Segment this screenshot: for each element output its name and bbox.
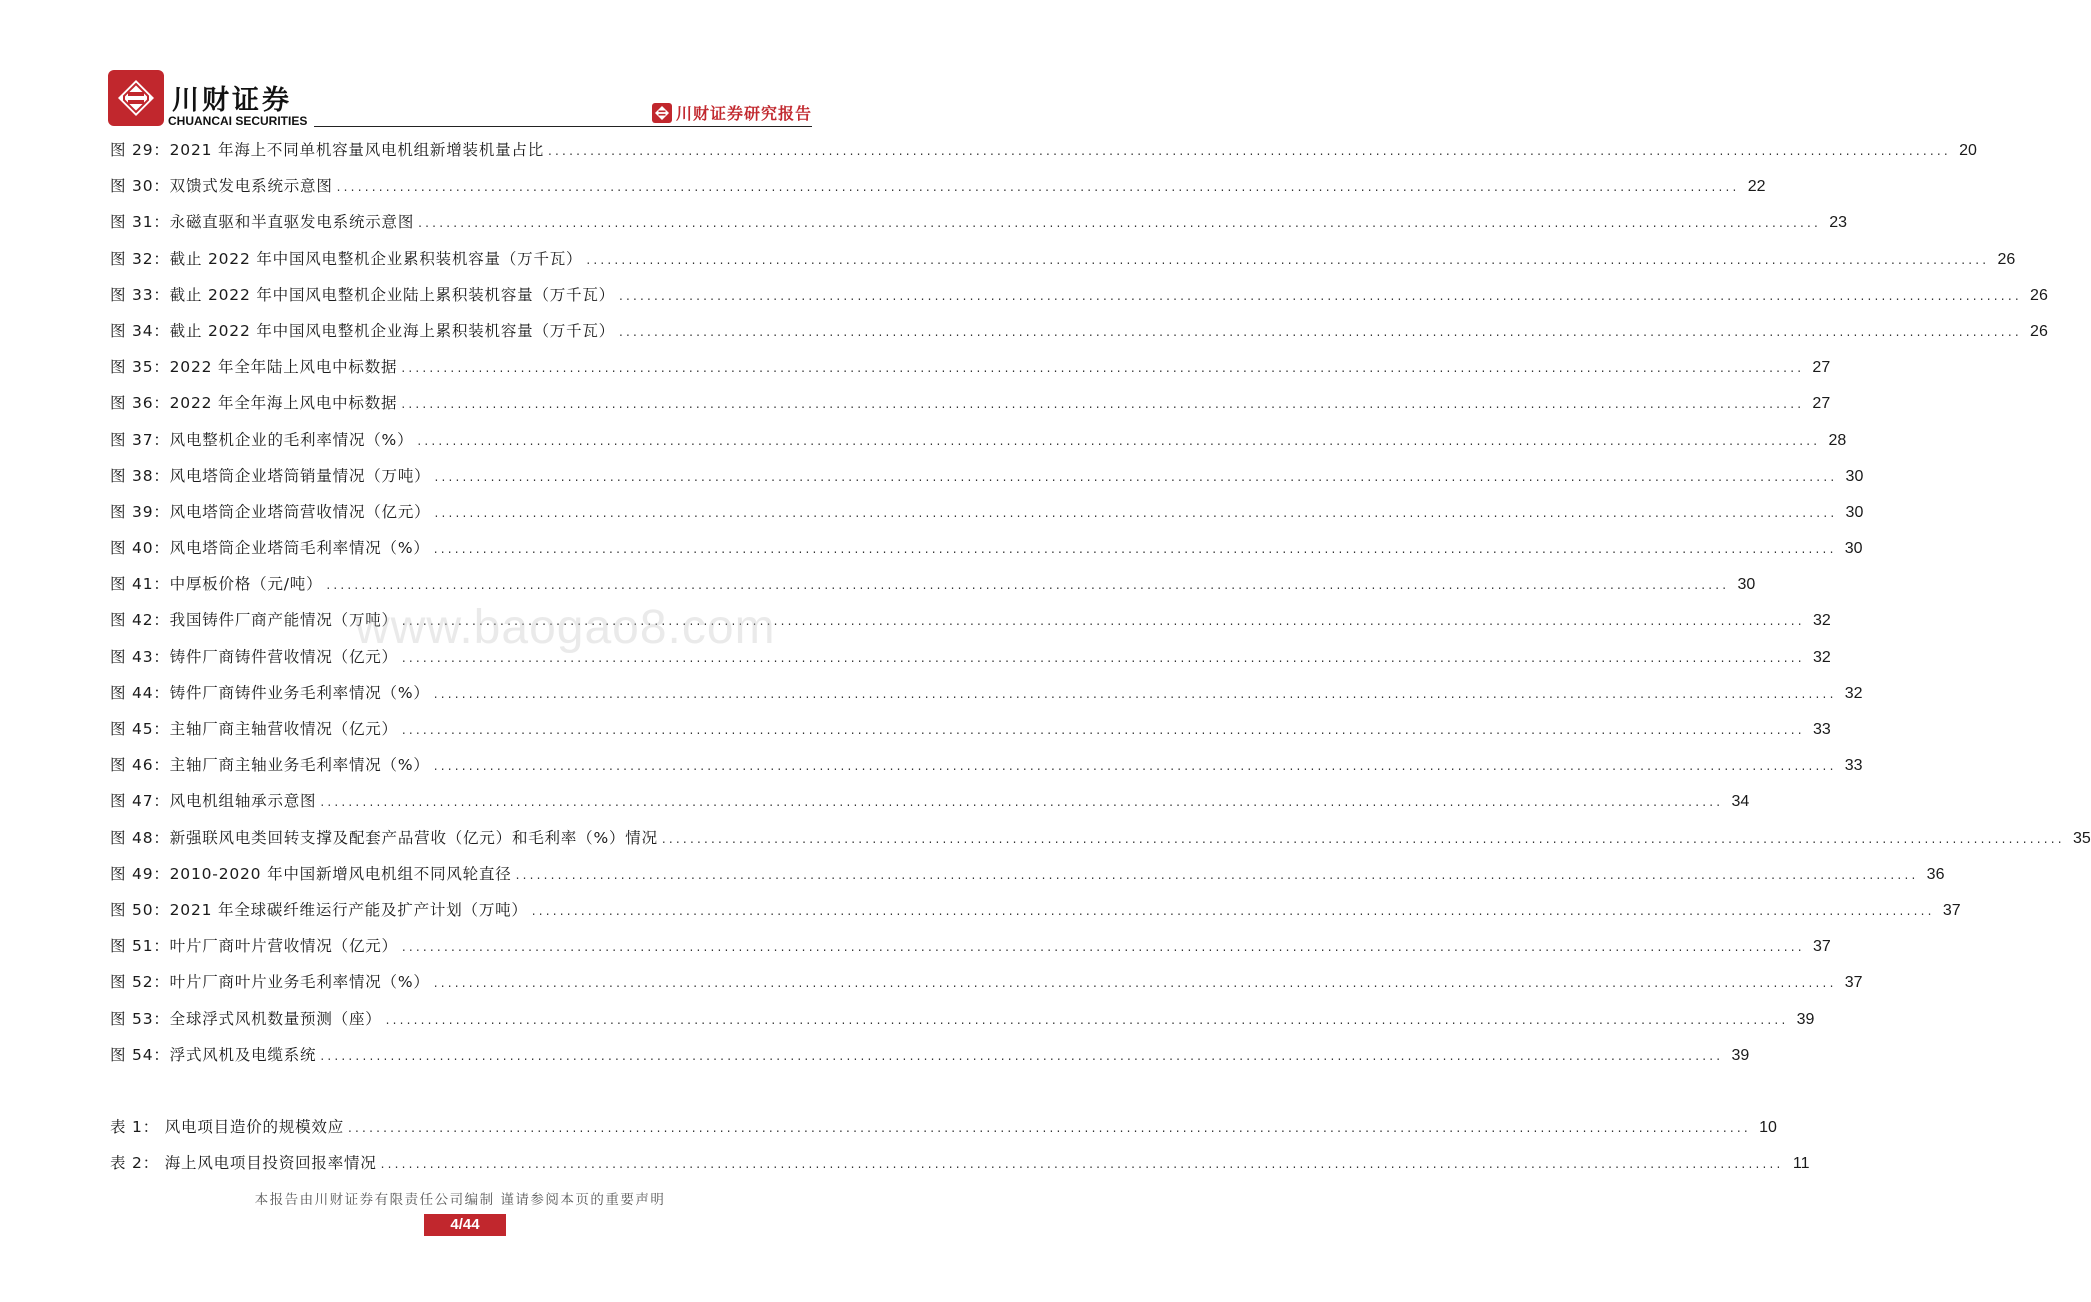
toc-entry-page: 39 [1731,1046,1750,1064]
toc-entry-label: 图 36：2022 年全年海上风电中标数据 [110,394,398,413]
toc-entry[interactable] [110,787,1750,823]
toc-entry-label: 表 2： 海上风电项目投资回报率情况 [110,1154,377,1173]
toc-leader-dots: ........................................................................................................................................................................................................ [548,144,1951,158]
toc-entry-label: 图 37：风电整机企业的毛利率情况（%） [110,430,414,449]
toc-leader-dots: ........................................................................................................................................................................................................ [417,433,1821,448]
toc-entry-label: 图 53：全球浮式风机数量预测（座） [110,1009,382,1028]
toc-leader-dots: ........................................................................................................................................................................................................ [433,542,1837,557]
page-header [0,0,920,130]
toc-entry-label: 图 46：主轴厂商主轴业务毛利率情况（%） [110,756,430,775]
toc-entry-page: 27 [1812,395,1831,413]
toc-leader-dots: ........................................................................................................................................................................................................ [433,686,1837,701]
toc-entry[interactable] [110,136,1977,172]
toc-entry-label: 图 29：2021 年海上不同单机容量风电机组新增装机量占比 [110,141,545,159]
toc-entry[interactable] [110,1149,1810,1185]
toc-entry[interactable] [110,534,1863,570]
toc-entry-label: 图 33：截止 2022 年中国风电整机企业陆上累积装机容量（万千瓦） [110,285,615,304]
toc-entry-label: 图 47：风电机组轴承示意图 [110,792,317,811]
brand-mini-logo-icon [652,103,672,123]
toc-entry-page: 30 [1844,540,1863,558]
toc-entry[interactable] [110,643,1831,679]
toc-entry-page: 20 [1959,142,1977,159]
chuancai-logo-icon [108,70,164,126]
toc-entry[interactable] [110,317,2048,353]
toc-leader-dots: ........................................................................................................................................................................................................ [326,578,1730,593]
toc-entry[interactable] [110,353,1831,389]
toc-leader-dots: ........................................................................................................................................................................................................ [661,831,2065,846]
toc-entry-label: 图 42：我国铸件厂商产能情况（万吨） [110,611,398,630]
toc-leader-dots: ........................................................................................................................................................................................................ [515,867,1919,882]
toc-leader-dots: ........................................................................................................................................................................................................ [434,505,1838,520]
toc-entry-label: 图 51：叶片厂商叶片营收情况（亿元） [110,937,398,956]
toc-entry[interactable] [110,715,1831,751]
toc-leader-dots: ........................................................................................................................................................................................................ [348,1120,1751,1135]
toc-leader-dots: ........................................................................................................................................................................................................ [434,469,1838,484]
toc-entry-label: 图 49：2010-2020 年中国新增风电机组不同风轮直径 [110,864,512,883]
toc-entry[interactable] [110,932,1831,968]
toc-entry-label: 图 41：中厚板价格（元/吨） [110,575,323,594]
toc-entry-label: 图 43：铸件厂商铸件营收情况（亿元） [110,647,398,666]
toc-entry-page: 22 [1747,178,1766,196]
toc-entry-page: 10 [1759,1118,1777,1136]
toc-leader-dots: ........................................................................................................................................................................................................ [401,650,1805,665]
toc-entry[interactable] [110,1041,1750,1077]
toc-entry-page: 26 [2030,322,2048,340]
toc-entry-page: 33 [1844,757,1863,775]
toc-entry[interactable] [110,389,1831,425]
toc-leader-dots: ........................................................................................................................................................................................................ [320,1048,1724,1063]
toc-leader-dots: ........................................................................................................................................................................................................ [401,361,1805,376]
toc-leader-dots: ........................................................................................................................................................................................................ [336,180,1740,195]
toc-entry-page: 23 [1829,214,1848,232]
toc-entry-page: 28 [1828,431,1847,449]
toc-leader-dots: ........................................................................................................................................................................................................ [586,252,1990,267]
watermark: www.baogao8.com [355,601,776,654]
toc-entry-label: 表 1： 风电项目造价的规模效应 [110,1117,345,1136]
toc-leader-dots: ........................................................................................................................................................................................................ [385,1012,1789,1027]
toc-entry-page: 30 [1737,576,1756,594]
toc-entry-page: 30 [1845,467,1864,485]
report-brand [652,101,812,124]
toc-leader-dots: ........................................................................................................................................................................................................ [401,723,1805,737]
toc-list [110,136,2091,1185]
toc-entry-page: 26 [1997,250,2016,268]
report-brand-label: 川财证券研究报告 [675,104,812,123]
toc-leader-dots: ........................................................................................................................................................................................................ [380,1157,1784,1172]
toc-entry-label: 图 38：风电塔筒企业塔筒销量情况（万吨） [110,466,431,485]
toc-entry-page: 33 [1812,721,1831,738]
page-number-badge: 4/44 [424,1214,506,1236]
toc-leader-dots: ........................................................................................................................................................................................................ [531,903,1935,918]
logo-text-cn: 川财证券 [172,85,292,116]
toc-entry-page: 26 [2030,286,2048,304]
toc-entry-page: 32 [1844,684,1863,702]
toc-entry[interactable] [110,570,1756,606]
toc-entry[interactable] [110,896,1961,932]
toc-entry-label: 图 45：主轴厂商主轴营收情况（亿元） [110,720,398,738]
toc-entry-label: 图 34：截止 2022 年中国风电整机企业海上累积装机容量（万千瓦） [110,321,615,340]
toc-entry[interactable] [110,1113,1777,1149]
toc-entry-page: 11 [1792,1155,1810,1173]
toc-entry[interactable] [110,208,1848,244]
logo-text-en: CHUANCAI SECURITIES [168,114,308,128]
toc-entry-label: 图 30：双馈式发电系统示意图 [110,177,333,196]
toc-entry[interactable] [110,172,1766,208]
toc-entry[interactable] [110,679,1863,715]
toc-entry-page: 32 [1812,648,1831,666]
toc-entry-label: 图 35：2022 年全年陆上风电中标数据 [110,358,398,377]
toc-entry-page: 36 [1926,865,1945,883]
section-gap [110,1077,812,1113]
toc-leader-dots: ........................................................................................................................................................................................................ [433,759,1837,774]
toc-leader-dots: ........................................................................................................................................................................................................ [401,940,1805,955]
toc-entry-label: 图 39：风电塔筒企业塔筒营收情况（亿元） [110,502,431,521]
toc-entry-page: 37 [1812,938,1831,956]
toc-entry-page: 37 [1942,901,1961,919]
toc-entry-page: 37 [1844,974,1863,992]
toc-entry-label: 图 31：永磁直驱和半直驱发电系统示意图 [110,213,415,232]
toc-entry[interactable] [110,751,1863,787]
toc-entry[interactable] [110,281,2048,317]
toc-entry[interactable] [110,245,2016,281]
toc-entry-label: 图 50：2021 年全球碳纤维运行产能及扩产计划（万吨） [110,900,528,919]
footer-disclaimer: 本报告由川财证券有限责任公司编制 谨请参阅本页的重要声明 [254,1192,666,1208]
toc-leader-dots: ........................................................................................................................................................................................................ [320,795,1724,810]
toc-entry[interactable] [110,860,1945,896]
toc-entry-label: 图 52：叶片厂商叶片业务毛利率情况（%） [110,973,430,992]
toc-entry[interactable] [110,1005,1815,1041]
toc-entry-page: 32 [1812,612,1831,630]
toc-leader-dots: ........................................................................................................................................................................................................ [401,614,1805,629]
toc-leader-dots: ........................................................................................................................................................................................................ [418,216,1822,231]
toc-leader-dots: ........................................................................................................................................................................................................ [401,397,1805,412]
toc-entry[interactable] [110,968,1863,1004]
toc-entry-page: 34 [1731,793,1750,811]
toc-entry-label: 图 54：浮式风机及电缆系统 [110,1045,317,1064]
toc-leader-dots: ........................................................................................................................................................................................................ [618,324,2022,339]
toc-entry-page: 35 [2072,829,2091,847]
toc-entry[interactable] [110,462,1864,498]
toc-entry-label: 图 44：铸件厂商铸件业务毛利率情况（%） [110,683,430,702]
toc-entry-page: 39 [1796,1010,1815,1028]
toc-entry-page: 27 [1812,359,1831,377]
toc-entry-label: 图 48：新强联风电类回转支撑及配套产品营收（亿元）和毛利率（%）情况 [110,828,658,847]
toc-entry[interactable] [110,606,1831,642]
toc-entry-label: 图 40：风电塔筒企业塔筒毛利率情况（%） [110,539,430,558]
toc-entry[interactable] [110,498,1864,534]
toc-leader-dots: ........................................................................................................................................................................................................ [618,288,2022,303]
toc-entry-label: 图 32：截止 2022 年中国风电整机企业累积装机容量（万千瓦） [110,249,583,268]
toc-entry[interactable] [110,824,2091,860]
header-rule [314,126,812,127]
toc-entry-page: 30 [1845,503,1864,521]
toc-leader-dots: ........................................................................................................................................................................................................ [433,976,1837,991]
toc-entry[interactable] [110,426,1847,462]
